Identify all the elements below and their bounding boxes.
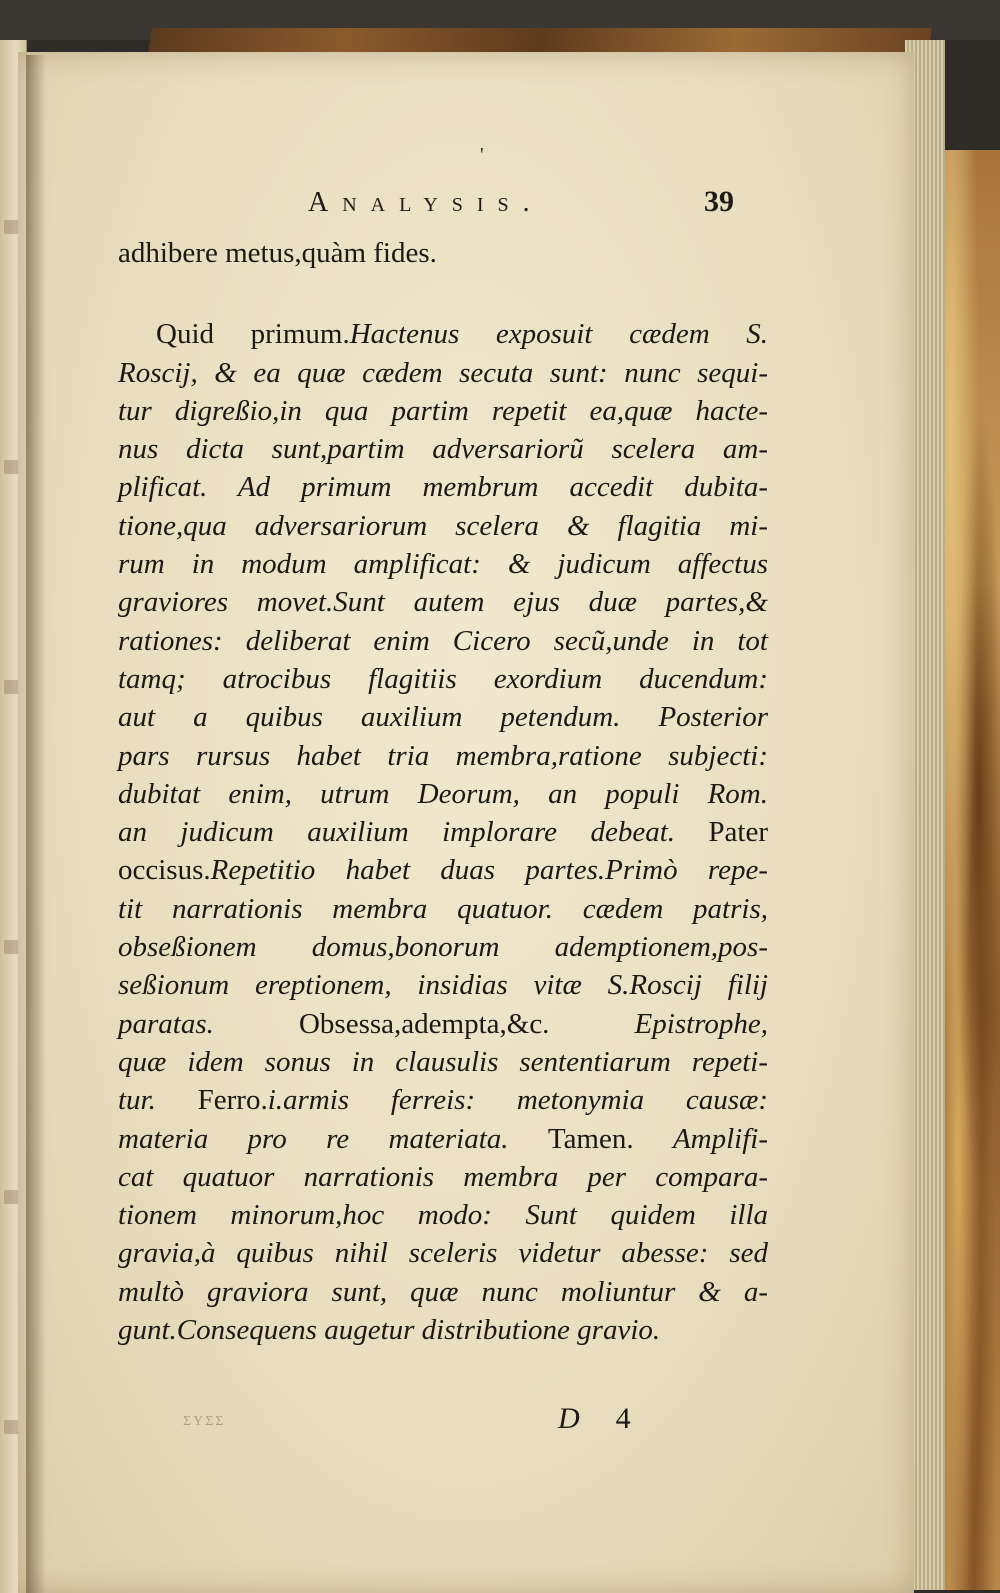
text-segment: Obsessa,adempta,&c. — [298, 1007, 635, 1040]
text-segment: occisus. — [118, 854, 211, 887]
text-line — [118, 1005, 768, 1043]
running-head: Analysis. — [308, 187, 544, 218]
text-line — [118, 354, 768, 392]
text-line — [118, 737, 768, 775]
text-segment: gunt.Consequens augetur distributione gravio. — [118, 1314, 661, 1347]
text-line — [118, 660, 768, 698]
text-line — [118, 966, 768, 1004]
text-line — [118, 1196, 768, 1234]
text-line — [118, 545, 768, 583]
text-line — [118, 392, 768, 430]
text-line — [118, 813, 768, 851]
text-line — [118, 234, 768, 272]
text-segment: obseßionem domus,bonorum ademptionem,pos- — [118, 931, 768, 964]
signature-letter: D — [558, 1402, 580, 1435]
text-segment: nus dicta sunt,partim adversariorũ scelera am- — [118, 433, 768, 466]
text-line — [118, 928, 768, 966]
text-line — [118, 1043, 768, 1081]
text-segment: tione,qua adversariorum scelera & flagitia mi- — [118, 509, 768, 542]
faint-show-through-mark: ΣΥΣΣ — [183, 1414, 226, 1429]
signature-mark — [558, 1402, 698, 1442]
text-line — [118, 622, 768, 660]
text-line — [118, 775, 768, 813]
text-segment: i.armis ferreis: metonymia causæ: — [267, 1084, 768, 1117]
body-text — [118, 234, 768, 1414]
text-segment: Epistrophe, — [634, 1007, 768, 1040]
text-line — [118, 1120, 768, 1158]
text-line — [118, 1158, 768, 1196]
text-segment: multò graviora sunt, quæ nunc moliuntur & a- — [118, 1275, 768, 1308]
text-segment: graviores movet.Sunt autem ejus duæ partes,& — [118, 586, 768, 619]
text-segment: aut a quibus auxilium petendum. Posterior — [118, 701, 768, 734]
text-line — [118, 1311, 768, 1349]
text-segment: pars rursus habet tria membra,ratione subjecti: — [118, 739, 768, 772]
text-segment: Hactenus exposuit cædem S. — [349, 318, 768, 351]
text-line — [118, 430, 768, 468]
text-segment: dubitat enim, utrum Deorum, an populi Rom. — [118, 777, 768, 810]
text-segment: rationes: deliberat enim Cicero secũ,unde in tot — [118, 624, 768, 657]
text-line — [118, 1081, 768, 1119]
text-line — [118, 315, 768, 353]
text-segment: an judicum auxilium implorare debeat. — [118, 816, 709, 849]
text-segment: plificat. Ad primum membrum accedit dubita- — [118, 471, 768, 504]
signature-number: 4 — [615, 1402, 631, 1435]
spine-shadow — [26, 55, 46, 1593]
text-segment: Pater — [708, 816, 768, 849]
text-line — [118, 468, 768, 506]
text-segment: Repetitio habet duas partes.Primò repe- — [210, 854, 768, 887]
text-segment: Ferro. — [197, 1084, 268, 1117]
text-segment: tamq; atrocibus flagitiis exordium ducendum: — [118, 662, 768, 695]
text-segment: tur. — [118, 1084, 198, 1117]
book-board-top-edge — [148, 28, 932, 54]
text-segment: paratas. — [118, 1007, 299, 1040]
text-segment: tit narrationis membra quatuor. cædem patris, — [118, 892, 768, 925]
top-mark: ' — [480, 144, 484, 166]
text-line — [118, 583, 768, 621]
text-line — [118, 507, 768, 545]
text-line — [118, 698, 768, 736]
text-segment: materia pro re materiata. — [118, 1122, 548, 1155]
text-segment: tur digreßio,in qua partim repetit ea,quæ hacte- — [118, 394, 768, 427]
text-segment: cat quatuor narrationis membra per compara- — [118, 1160, 768, 1193]
text-segment: gravia,à quibus nihil sceleris videtur abesse: sed — [118, 1237, 768, 1270]
text-segment: rum in modum amplificat: & judicum affectus — [118, 548, 768, 581]
text-segment: Amplifi- — [672, 1122, 768, 1155]
text-segment: Quid primum. — [156, 318, 350, 351]
book-page — [18, 52, 914, 1593]
text-segment: adhibere metus,quàm fides. — [118, 237, 437, 269]
text-line — [118, 1273, 768, 1311]
text-segment: tionem minorum,hoc modo: Sunt quidem illa — [118, 1199, 768, 1232]
page-number: 39 — [704, 185, 734, 218]
text-line — [118, 1234, 768, 1272]
text-line — [118, 851, 768, 889]
text-segment: seßionum ereptionem, insidias vitæ S.Roscij filij — [118, 969, 768, 1002]
text-segment: Tamen. — [547, 1122, 673, 1155]
text-segment: Roscij, & ea quæ cædem secuta sunt: nunc sequi- — [118, 356, 768, 389]
text-line — [118, 890, 768, 928]
text-segment: quæ idem sonus in clausulis sententiarum repeti- — [118, 1045, 768, 1078]
